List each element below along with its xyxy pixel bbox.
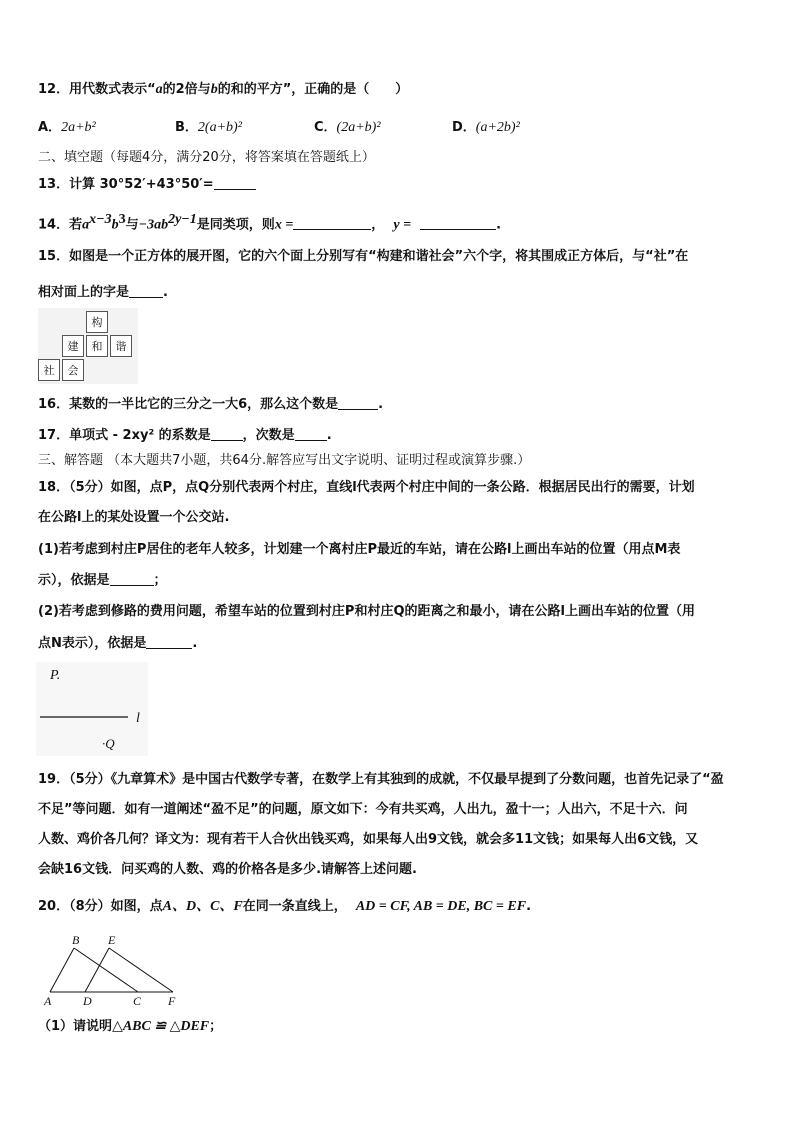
q19-line-2: 不足”等问题．如有一道阐述“盈不足”的问题，原文如下：今有共买鸡，人出九，盈十一；人出六，不足十六．问: [38, 802, 688, 817]
q20-sub-question-1: （1）请说明△ABC ≌ △DEF；: [38, 1019, 223, 1034]
q14: 14．若$a^{x-3}b^3$与$-3ab^{2y-1}$是同类项，则x = ， y = .: [38, 212, 502, 233]
q12-option-a: A．2a+b²: [38, 120, 96, 135]
q18-part-2-blank[interactable]: [146, 634, 192, 649]
q15-line-2: 相对面上的字是 .: [38, 285, 168, 300]
net-face-jian: 建: [62, 335, 84, 357]
segment-ef: [109, 948, 173, 992]
q18-line-2: 在公路l上的某处设置一个公交站.: [38, 510, 230, 525]
net-face-he: 和: [86, 335, 108, 357]
section-3-heading: 三、解答题 （本大题共7小题，共64分.解答应写出文字说明、证明过程或演算步骤.）: [38, 453, 531, 468]
q20-stem: 20．（8分）如图，点A、D、C、F在同一条直线上， AD = CF, AB = DE, BC = EF.: [38, 899, 532, 914]
q18-line-1: 18．（5分）如图，点P，点Q分别代表两个村庄，直线l代表两个村庄中间的一条公路．根据居民出行的需要，计划: [38, 480, 695, 495]
q15-line-1: 15．如图是一个正方体的展开图，它的六个面上分别写有“构建和谐社会”六个字，将其围成正方体后，与“社”在: [38, 249, 689, 264]
q13: 13．计算 30°52′+43°50′=: [38, 175, 256, 195]
village-q-label: ·Q: [102, 736, 115, 751]
q12-option-b: B．2(a+b)²: [175, 120, 242, 135]
label-b: B: [72, 933, 80, 947]
label-c: C: [133, 994, 142, 1008]
q19-line-1: 19．（5分）《九章算术》是中国古代数学专著，在数学上有其独到的成就，不仅最早提到了分数问题，也首先记录了“盈: [38, 772, 724, 787]
net-face-xie: 谐: [110, 335, 132, 357]
q18-part-2-line-1: (2)若考虑到修路的费用问题，希望车站的位置到村庄P和村庄Q的距离之和最小，请在公路l上画出车站的位置（用: [38, 604, 695, 619]
q12-stem: 12．用代数式表示“a的2倍与b的和的平方”，正确的是（ ）: [38, 82, 409, 97]
q17: 17．单项式 - 2xy² 的系数是 ，次数是 .: [38, 428, 332, 443]
label-f: F: [168, 994, 176, 1008]
q14-y-blank[interactable]: [420, 215, 496, 230]
road-l-label: l: [136, 711, 140, 726]
segment-ab: [50, 948, 74, 992]
net-face-gou: 构: [86, 311, 108, 333]
q17-coefficient-blank[interactable]: [211, 426, 243, 441]
label-e: E: [108, 933, 116, 947]
segment-bc: [74, 948, 138, 992]
cube-net-figure: [38, 308, 138, 384]
q18-part-1-line-1: (1)若考虑到村庄P居住的老年人较多，计划建一个离村庄P最近的车站，请在公路l上画出车站的位置（用点M表: [38, 542, 681, 557]
q20-triangles-figure: [38, 932, 188, 1008]
q18-part-1-blank[interactable]: [110, 571, 154, 586]
section-2-heading: 二、填空题（每题4分，满分20分，将答案填在答题纸上）: [38, 150, 375, 165]
label-a: A: [44, 994, 52, 1008]
q12-option-c: C．(2a+b)²: [314, 120, 381, 135]
q19-line-3: 人数、鸡价各几何？译文为：现有若干人合伙出钱买鸡，如果每人出9文钱，就会多11文钱；如果每人出6文钱，又: [38, 832, 699, 847]
village-p-label: P.: [50, 668, 61, 683]
q17-degree-blank[interactable]: [295, 426, 327, 441]
q16: 16．某数的一半比它的三分之一大6，那么这个数是 .: [38, 397, 384, 412]
net-face-hui: 会: [62, 359, 84, 381]
label-d: D: [83, 994, 92, 1008]
q18-figure: [36, 662, 148, 756]
q15-answer-blank[interactable]: [129, 283, 163, 298]
net-face-she: 社: [38, 359, 60, 381]
q12-option-d: D．(a+2b)²: [452, 120, 520, 135]
q19-line-4: 会缺16文钱．问买鸡的人数、鸡的价格各是多少.请解答上述问题.: [38, 862, 417, 877]
q18-part-2-line-2: 点N表示），依据是 .: [38, 636, 198, 651]
q16-answer-blank[interactable]: [338, 395, 378, 410]
q18-part-1-line-2: 示），依据是 ；: [38, 573, 167, 588]
q14-x-blank[interactable]: [293, 215, 371, 230]
q13-answer-blank[interactable]: [214, 175, 256, 190]
